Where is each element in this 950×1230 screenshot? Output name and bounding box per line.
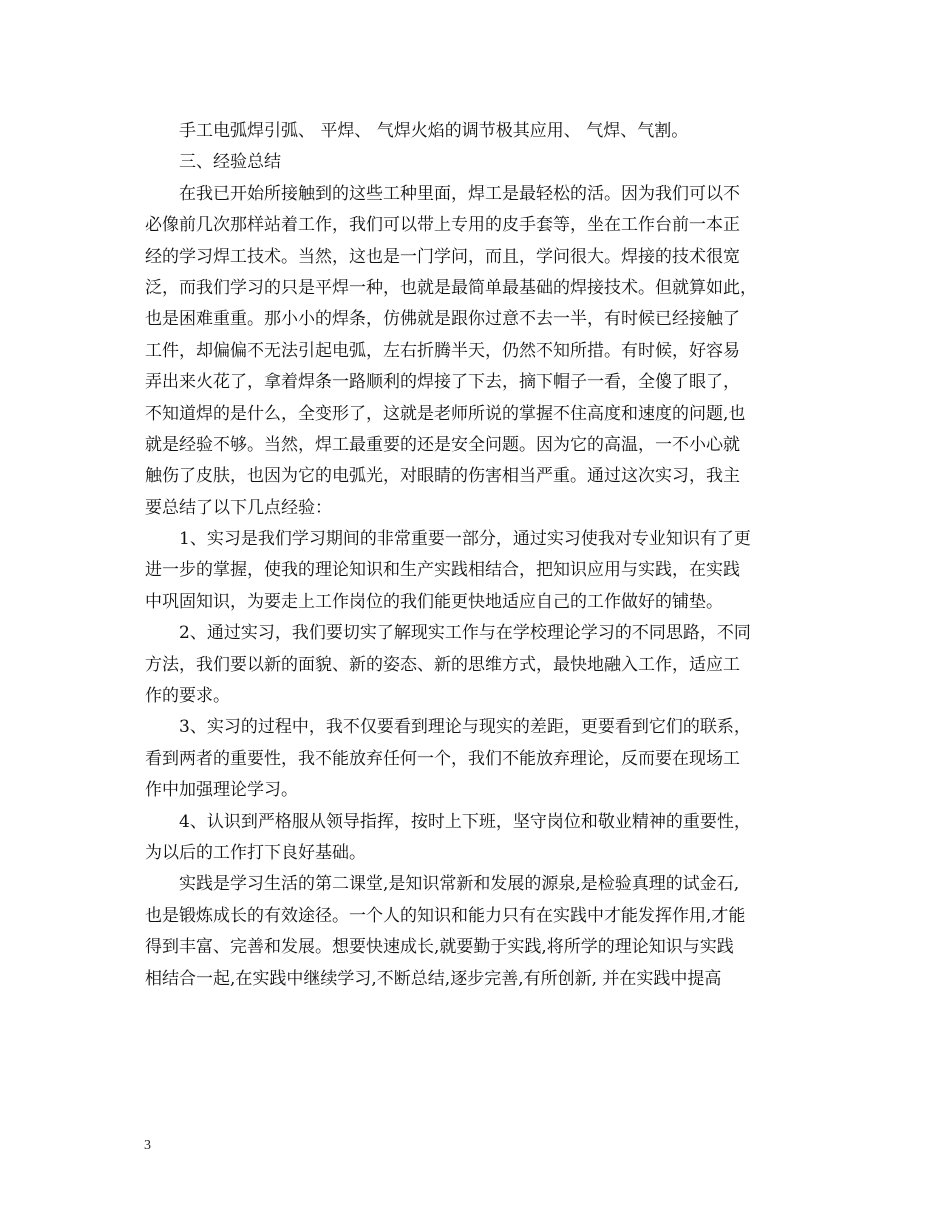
text-line: 看到两者的重要性，我不能放弃任何一个，我们不能放弃理论，反而要在现场工: [145, 748, 740, 769]
text-line: 手工电弧焊引弧、 平焊、 气焊火焰的调节极其应用、 气焊、气割。: [179, 121, 689, 141]
body-text: [145, 116, 817, 995]
text-line: 相结合一起,在实践中继续学习,不断总结,逐步完善,有所创新, 并在实践中提高: [145, 968, 722, 989]
text-line: 三、经验总结: [179, 152, 281, 173]
text-line: 作中加强理论学习。: [145, 780, 298, 801]
text-line: 2、通过实习，我们要切实了解现实工作与在学校理论学习的不同思路，不同: [179, 623, 751, 644]
text-line: 为以后的工作打下良好基础。: [145, 842, 366, 863]
text-line: 也是锻炼成长的有效途径。一个人的知识和能力只有在实践中才能发挥作用,才能: [145, 905, 746, 926]
text-line: 工件，却偏偏不无法引起电弧，左右折腾半天，仍然不知所措。有时候，好容易: [145, 340, 740, 361]
text-line: 也是困难重重。那小小的焊条，仿佛就是跟你过意不去一半，有时候已经接触了: [145, 309, 740, 330]
text-line: 4、认识到严格服从领导指挥，按时上下班，坚守岗位和敬业精神的重要性，: [179, 811, 751, 832]
text-line: 进一步的掌握，使我的理论知识和生产实践相结合，把知识应用与实践，在实践: [145, 560, 740, 581]
text-line: 3、实习的过程中，我不仅要看到理论与现实的差距，更要看到它们的联系，: [179, 717, 751, 738]
text-line: 弄出来火花了，拿着焊条一路顺利的焊接了下去，摘下帽子一看，全傻了眼了，: [145, 372, 740, 393]
text-line: 实践是学习生活的第二课堂,是知识常新和发展的源泉,是检验真理的试金石,: [179, 874, 740, 895]
text-line: 得到丰富、完善和发展。想要快速成长,就要勤于实践,将所学的理论知识与实践: [145, 937, 734, 958]
text-line: 经的学习焊工技术。当然，这也是一门学问，而且，学问很大。焊接的技术很宽: [145, 246, 740, 267]
text-line: 不知道焊的是什么，全变形了，这就是老师所说的掌握不住高度和速度的问题,也: [145, 403, 746, 424]
text-line: 要总结了以下几点经验：: [145, 497, 332, 518]
page-number: 3: [144, 1138, 151, 1153]
text-line: 1、实习是我们学习期间的非常重要一部分，通过实习使我对专业知识有了更: [179, 529, 751, 550]
text-line: 方法，我们要以新的面貌、新的姿态、新的思维方式，最快地融入工作，适应工: [145, 654, 740, 675]
text-line: 必像前几次那样站着工作，我们可以带上专用的皮手套等，坐在工作台前一本正: [145, 215, 740, 236]
text-line: 泛，而我们学习的只是平焊一种，也就是最简单最基础的焊接技术。但就算如此，: [145, 277, 757, 298]
text-line: 作的要求。: [145, 686, 230, 707]
text-line: 在我已开始所接触到的这些工种里面，焊工是最轻松的活。因为我们可以不: [179, 183, 740, 204]
text-line: 触伤了皮肤，也因为它的电弧光，对眼睛的伤害相当严重。通过这次实习，我主: [145, 466, 740, 487]
text-line: 中巩固知识，为要走上工作岗位的我们能更快地适应自己的工作做好的铺垫。: [145, 591, 723, 612]
text-line: 就是经验不够。当然，焊工最重要的还是安全问题。因为它的高温，一不小心就: [145, 434, 740, 455]
